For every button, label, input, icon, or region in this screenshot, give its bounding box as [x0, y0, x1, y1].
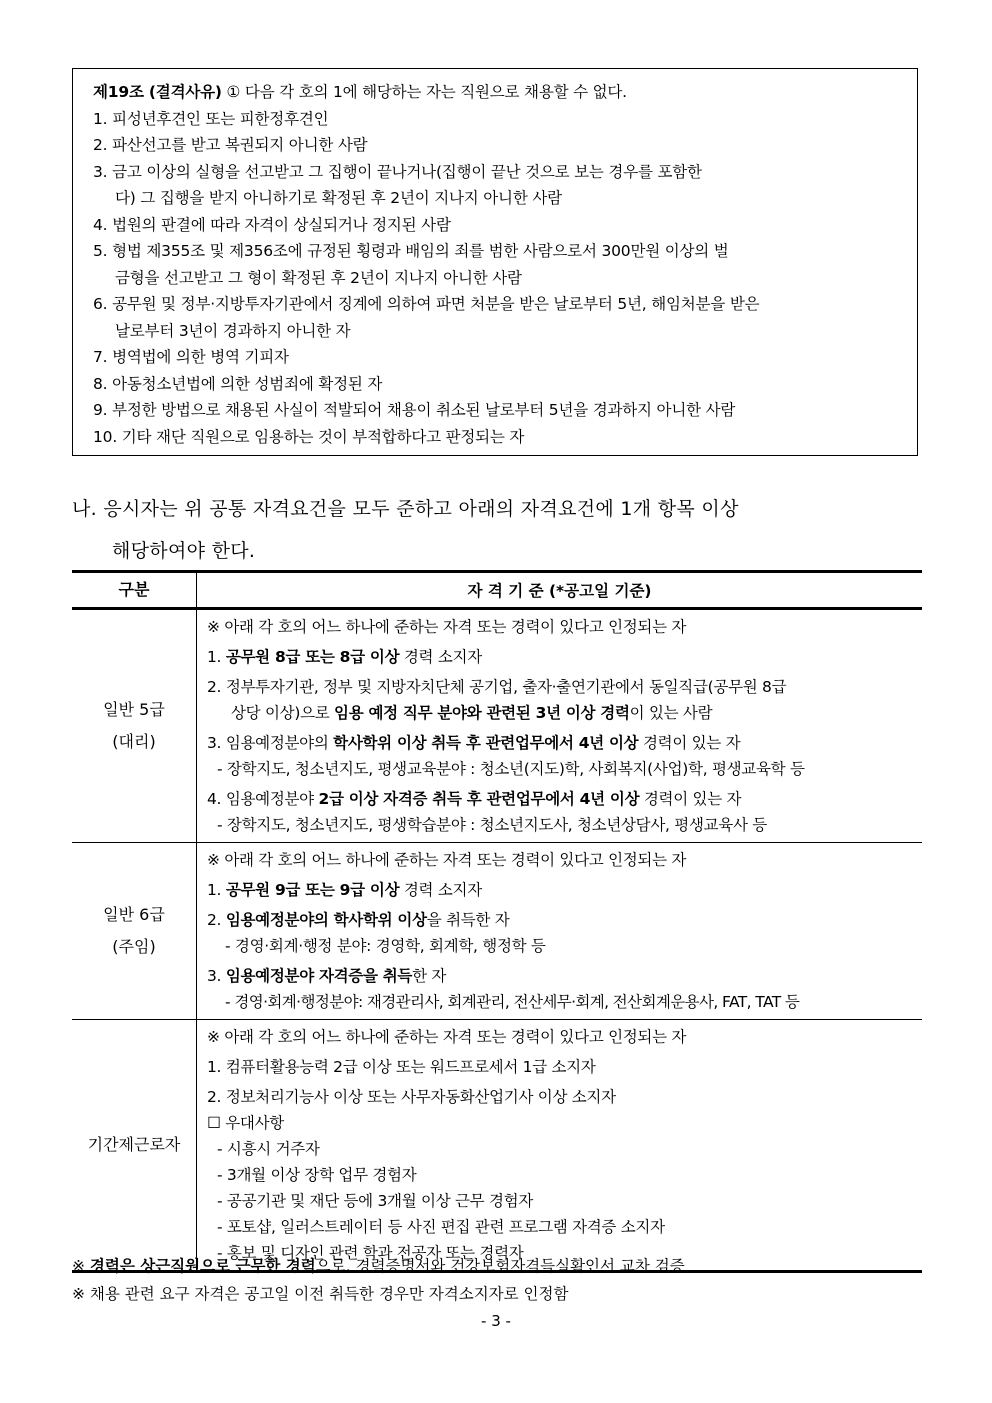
category-cell: [72, 1020, 197, 1272]
preference-title: ☐ 우대사항: [207, 1114, 284, 1132]
footnotes: [72, 1252, 685, 1308]
article-item: 9. 부정한 방법으로 채용된 사실이 적발되어 채용이 취소된 날로부터 5년을 경과하지 아니한 사람: [93, 401, 736, 419]
article-item: 2. 파산선고를 받고 복권되지 아니한 사람: [93, 136, 368, 154]
category-title: (대리): [112, 732, 156, 751]
article-heading: 제19조 (결격사유): [93, 83, 222, 101]
category-title: (주임): [112, 937, 156, 956]
preference-item: - 시흥시 거주자: [217, 1140, 320, 1158]
article-item: 8. 아동청소년법에 의한 성범죄에 확정된 자: [93, 374, 383, 393]
criteria-item: 4. 임용예정분야 2급 이상 자격증 취득 후 관련업무에서 4년 이상 경력이 있는 자: [207, 790, 742, 808]
criteria-item-cont: 상당 이상)으로 임용 예정 직무 분야와 관련된 3년 이상 경력이 있는 사람: [231, 704, 713, 722]
article-items: [93, 106, 911, 451]
category-grade: 일반 6급: [103, 905, 165, 924]
qualification-table: [72, 570, 922, 1273]
article-item: 5. 형법 제355조 및 제356조에 규정된 횡령과 배임의 죄를 범한 사람으로서 300만원 이상의 벌: [93, 242, 729, 260]
header-category: 구분: [72, 572, 197, 609]
criteria-cell: [197, 1020, 923, 1272]
criteria-note: ※ 아래 각 호의 어느 하나에 준하는 자격 또는 경력이 있다고 인정되는 자: [207, 1028, 687, 1046]
paragraph-line-1: 나. 응시자는 위 공통 자격요건을 모두 준하고 아래의 자격요건에 1개 항목 이상: [72, 498, 739, 520]
footnote-2: ※ 채용 관련 요구 자격은 공고일 이전 취득한 경우만 자격소지자로 인정함: [72, 1285, 569, 1303]
criteria-item: 1. 컴퓨터활용능력 2급 이상 또는 워드프로세서 1급 소지자: [207, 1058, 596, 1076]
article-item: 6. 공무원 및 정부·지방투자기관에서 징계에 의하여 파면 처분을 받은 날로부터 5년, 해임처분을 받은: [93, 295, 760, 313]
criteria-item: 2. 임용예정분야의 학사학위 이상을 취득한 자: [207, 911, 510, 929]
criteria-sub: - 경영·회계·행정분야: 재경관리사, 회계관리, 전산세무·회계, 전산회계운용사, FAT, TAT 등: [225, 993, 800, 1011]
criteria-cell: [197, 843, 923, 1020]
article-item-cont: 날로부터 3년이 경과하지 아니한 자: [115, 321, 351, 340]
header-criteria: 자 격 기 준 (*공고일 기준): [197, 572, 923, 609]
criteria-item: 1. 공무원 9급 또는 9급 이상 경력 소지자: [207, 881, 482, 899]
table-row: [72, 609, 922, 843]
criteria-item: 1. 공무원 8급 또는 8급 이상 경력 소지자: [207, 648, 482, 666]
article-item-cont: 금형을 선고받고 그 형이 확정된 후 2년이 지나지 아니한 사람: [115, 268, 522, 287]
table-row: [72, 1020, 922, 1272]
preference-item: - 포토샵, 일러스트레이터 등 사진 편집 관련 프로그램 자격증 소지자: [217, 1218, 665, 1236]
criteria-item: 3. 임용예정분야 자격증을 취득한 자: [207, 967, 447, 985]
article-intro: ① 다음 각 호의 1에 해당하는 자는 직원으로 채용할 수 없다.: [221, 83, 627, 101]
preference-item: - 3개월 이상 장학 업무 경험자: [217, 1166, 417, 1184]
category-cell: [72, 609, 197, 843]
article-item-cont: 다) 그 집행을 받지 아니하기로 확정된 후 2년이 지나지 아니한 사람: [115, 189, 562, 207]
article-item: 4. 법원의 판결에 따라 자격이 상실되거나 정지된 사람: [93, 215, 451, 234]
article-item: 7. 병역법에 의한 병역 기피자: [93, 348, 289, 366]
table-header-row: [72, 572, 922, 609]
preference-item: - 홍보 및 디자인 관련 학과 전공자 또는 경력자: [217, 1244, 524, 1262]
article-heading-line: [93, 79, 911, 106]
criteria-item: 2. 정보처리기능사 이상 또는 사무자동화산업기사 이상 소지자: [207, 1088, 616, 1106]
category-title: 기간제근로자: [87, 1135, 181, 1154]
category-cell: [72, 843, 197, 1020]
category-grade: 일반 5급: [103, 700, 165, 719]
criteria-sub: - 경영·회계·행정 분야: 경영학, 회계학, 행정학 등: [225, 937, 546, 955]
article-item: 3. 금고 이상의 실형을 선고받고 그 집행이 끝나거나(집행이 끝난 것으로 보는 경우를 포함한: [93, 162, 702, 181]
preference-item: - 공공기관 및 재단 등에 3개월 이상 근무 경험자: [217, 1192, 533, 1210]
disqualification-box: [72, 68, 918, 456]
criteria-sub: - 장학지도, 청소년지도, 평생교육분야 : 청소년(지도)학, 사회복지(사업)학, 평생교육학 등: [217, 760, 805, 778]
footnote-1: ※ 경력은 상근직원으로 근무한 경력으로, 경력증명서와 건강보험자격득실확인서 교차 검증: [72, 1257, 685, 1275]
article-item: 1. 피성년후견인 또는 피한정후견인: [93, 109, 329, 128]
eligibility-paragraph: [72, 488, 922, 572]
criteria-item: 3. 임용예정분야의 학사학위 이상 취득 후 관련업무에서 4년 이상 경력이 있는 자: [207, 734, 741, 752]
criteria-item: 2. 정부투자기관, 정부 및 지방자치단체 공기업, 출자·출연기관에서 동일직급(공무원 8급: [207, 678, 787, 696]
criteria-cell: [197, 609, 923, 843]
table-row: [72, 843, 922, 1020]
preference-list: [207, 1136, 918, 1266]
page-number: - 3 -: [481, 1312, 511, 1330]
criteria-sub: - 장학지도, 청소년지도, 평생학습분야 : 청소년지도사, 청소년상담사, 평생교육사 등: [217, 816, 767, 834]
criteria-note: ※ 아래 각 호의 어느 하나에 준하는 자격 또는 경력이 있다고 인정되는 자: [207, 618, 687, 636]
paragraph-line-2: 해당하여야 한다.: [112, 540, 256, 562]
article-item: 10. 기타 재단 직원으로 임용하는 것이 부적합하다고 판정되는 자: [93, 427, 525, 446]
criteria-note: ※ 아래 각 호의 어느 하나에 준하는 자격 또는 경력이 있다고 인정되는 자: [207, 851, 687, 869]
